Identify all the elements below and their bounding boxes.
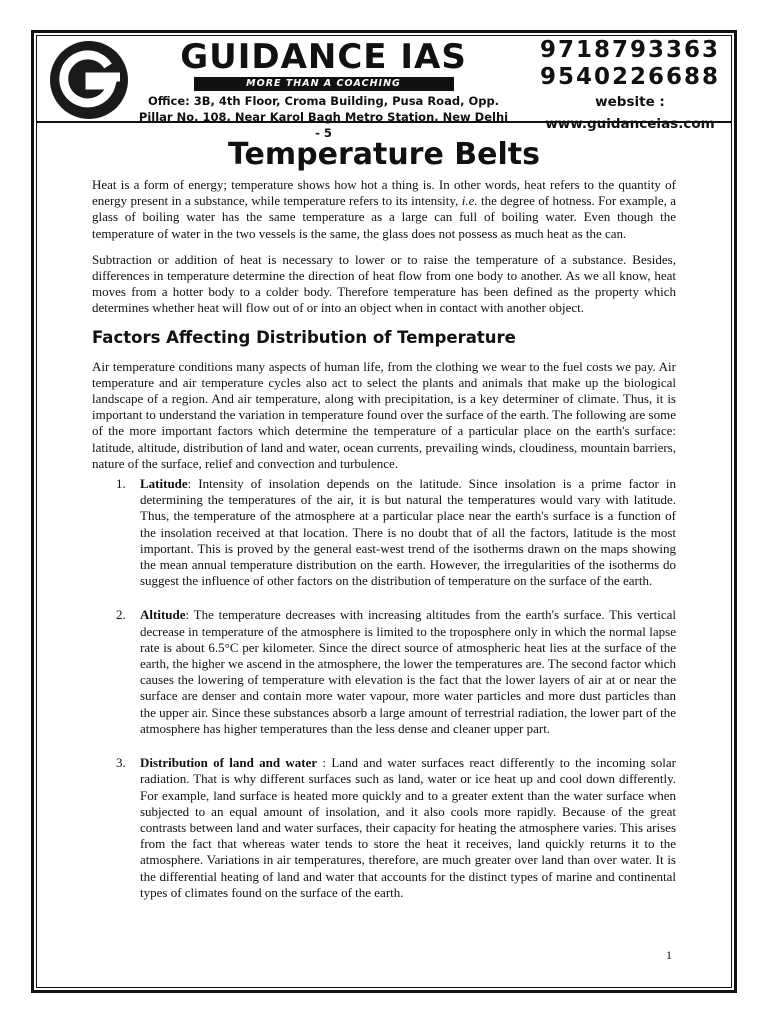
document-body — [92, 125, 676, 915]
page-title: Temperature Belts — [228, 137, 540, 172]
phone-number-1: 9718793363 — [539, 37, 721, 63]
list-item-altitude: 2. Altitude: The temperature decreases with increasing altitudes from the earth's surface. This vertical decrease in temperature of the atmosphere is limited to the troposphere only in which the normal lapse rate is about 6.5°C per kilometer. Since the direct source of atmospheric heat lies at the surface of the earth, the higher we ascend in the atmosphere, the lower the temperatures are. The second factor which causes the lowering of temperature with elevation is the fact that the lower layers of air at or near the surface are denser and contain more water vapour, more water particles and more dust particles than the upper air. Since these substances absorb a large amount of terrestrial radiation, the lower part of the atmosphere has higher temperatures than the less dense and cleaner upper part. — [116, 607, 676, 736]
list-item-number: 3. — [116, 755, 126, 771]
letterhead — [36, 35, 732, 140]
office-address-line-2: Pillar No. 108, Near Karol Bagh Metro Station, New Delhi - 5 — [138, 110, 509, 140]
section-intro-paragraph: Air temperature conditions many aspects of human life, from the clothing we wear to the fuel costs we pay. Air temperature and air temperature cycles also act to select the plants and animals that make up the biological landscape of a region. And air temperature, along with precipitation, is a key determiner of climate. Thus, it is important to understand the variation in temperature found over the surface of the earth. The following are some of the more important factors which determine the temperature of a particular place on the earth's surface: latitude, altitude, distribution of land and water, ocean currents, prevailing winds, cloudiness, mountain barriers, nature of the surface, relief and convection and turbulence. — [92, 358, 676, 471]
intro-paragraph-2: Subtraction or addition of heat is necessary to lower or to raise the temperature of a substance. Besides, differences in temperature determine the direction of heat flow from one body to another. As we all know, heat moves from a hotter body to a colder body. Therefore temperature has been defined as the property which determines whether heat will flow out of or into an object when in contact with another object. — [92, 251, 676, 316]
page-number: 1 — [666, 948, 672, 962]
contact-block — [528, 37, 732, 135]
intro-paragraph-1: Heat is a form of energy; temperature shows how hot a thing is. In other words, heat refers to the quantity of energy present in a substance, while temperature refers to its intensity, i.e. the degree of hotness. For example, a glass of boiling water has the same temperature as a large can full of boiling water. Even though the temperature of water in the two vessels is the same, the glass does not possess as much heat as the can. — [92, 177, 676, 241]
website-link[interactable]: website : www.guidanceias.com — [545, 94, 715, 132]
list-item-number: 1. — [116, 476, 126, 492]
brand-name: GUIDANCE IAS — [180, 37, 467, 77]
list-item-number: 2. — [116, 607, 126, 623]
g-logo-icon — [50, 41, 128, 119]
italic-ie: i.e. — [461, 193, 478, 209]
list-item-text: Land and water surfaces react differently to the incoming solar radiation. That is why different surfaces such as land, water or ice heat up and cool down differently. For example, land surface is heated more quickly and to a greater extent than the water surface when subjected to an equal amount of insolation, and it also cools more rapidly. Because of the great contrasts between land and water surfaces, their capacity for heating the atmosphere varies. This arises from the fact that whereas water tends to store the heat it receives, land quickly returns it to the atmosphere. Variations in air temperatures, therefore, are much greater over land than over water. It is the differential heating of land and water that accounts for the distinct types of marine and continental types of climates found on the surface of the earth. — [140, 755, 676, 900]
phone-number-2: 9540226688 — [539, 64, 721, 90]
list-item-term: Distribution of land and water — [140, 755, 318, 771]
factors-list — [92, 476, 676, 901]
list-item-text: The temperature decreases with increasing altitudes from the earth's surface. This vertical decrease in temperature of the atmosphere is limited to the troposphere only in which the normal lapse rate is about 6.5°C per kilometer. Since the direct source of atmospheric heat lies at the surface of the earth, the higher we ascend in the atmosphere, the lower the temperatures are. The second factor which causes the lowering of temperature with elevation is the fact that the lower layers of air at or near the surface are denser and contain more water vapour, more water particles and more dust particles than the upper air. Since these substances absorb a large amount of terrestrial radiation, the lower part of the atmosphere has higher temperatures than the less dense and cleaner upper part. — [140, 607, 676, 736]
list-item-term: Altitude — [140, 607, 186, 623]
list-item-latitude: 1. Latitude: Intensity of insolation depends on the latitude. Since insolation is a prime factor in determining the temperatures of the air, it is but natural the temperatures would vary with latitude. Thus, the temperature of the atmosphere at a particular place near the earth's surface is a function of the insolation received at that location. There is no doubt that of all the factors, latitude is the most important. This is proved by the general east-west trend of the isotherms drawn on the maps showing the mean annual temperature distribution on the earth. However, the irregularities of the isotherms do suggest the influence of other factors on the distribution of temperature on the surface of the earth. — [116, 476, 676, 589]
section-heading: Factors Affecting Distribution of Temperature — [92, 327, 516, 347]
office-address-line-1: Office: 3B, 4th Floor, Croma Building, Pusa Road, Opp. — [147, 94, 500, 108]
brand-tagline: MORE THAN A COACHING — [194, 77, 454, 91]
list-item-land-water: 3. Distribution of land and water : Land and water surfaces react differently to the incoming solar radiation. That is why different surfaces such as land, water or ice heat up and cool down differently. For example, land surface is heated more quickly and to a greater extent than the water surface when subjected to an equal amount of insolation, and it also cools more rapidly. Because of the great contrasts between land and water surfaces, their capacity for heating the atmosphere varies. This arises from the fact that whereas water tends to store the heat it receives, land quickly returns it to the atmosphere. Variations in air temperatures, therefore, are much greater over land than over water. It is the differential heating of land and water that accounts for the distinct types of marine and continental types of climates found on the surface of the earth. — [116, 755, 676, 900]
list-item-text: Intensity of insolation depends on the latitude. Since insolation is a prime factor in determining the temperatures of the air, it is but natural the temperatures would vary with latitude. Thus, the temperature of the atmosphere at a particular place near the earth's surface is a function of the insolation received at that location. There is no doubt that of all the factors, latitude is the most important. This is proved by the general east-west trend of the isotherms drawn on the maps showing the mean annual temperature distribution on the earth. However, the irregularities of the isotherms do suggest the influence of other factors on the distribution of temperature on the surface of the earth. — [140, 476, 676, 589]
list-item-term: Latitude — [140, 476, 188, 492]
